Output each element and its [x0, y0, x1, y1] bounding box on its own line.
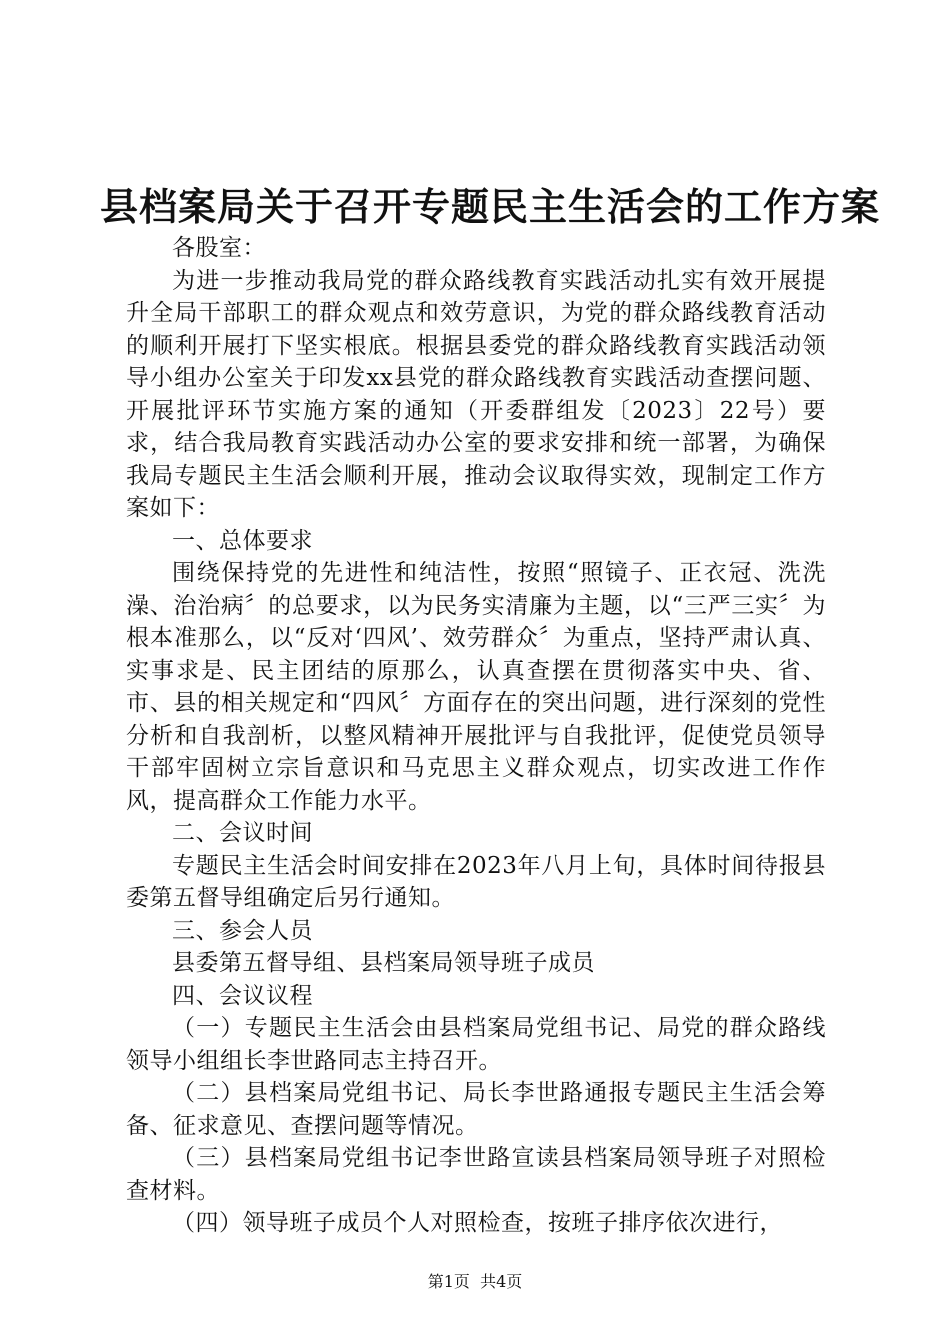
agenda-item-1: （一）专题民主生活会由县档案局党组书记、局党的群众路线领导小组组长李世路同志主持召开。	[126, 1015, 826, 1074]
section-heading-4: 四、会议议程	[172, 982, 313, 1009]
section-heading-2: 二、会议时间	[172, 820, 313, 846]
section-heading-1: 一、总体要求	[172, 527, 313, 554]
intro-paragraph: 为进一步推动我局党的群众路线教育实践活动扎实有效开展提升全局干部职工的群众观点和效劳意识，为党的群众路线教育活动的顺利开展打下坚实根底。根据县委党的群众路线教育实践活动领导小组办公室关于印发xx县党的群众路线教育实践活动查摆问题、开展批评环节实施方案的通知（开委群组发〔2023〕22号）要求，结合我局教育实践活动办公室的要求安排和统一部署，为确保我局专题民主生活会顺利开展，推动会议取得实效，现制定工作方案如下：	[126, 267, 826, 521]
section-2-paragraph: 专题民主生活会时间安排在2023年八月上旬，具体时间待报县委第五督导组确定后另行通知。	[126, 852, 826, 911]
document-title: 县档案局关于召开专题民主生活会的工作方案	[100, 184, 881, 229]
agenda-item-3: （三）县档案局党组书记李世路宣读县档案局领导班子对照检查材料。	[126, 1145, 826, 1204]
agenda-item-2: （二）县档案局党组书记、局长李世路通报专题民主生活会筹备、征求意见、查摆问题等情况。	[126, 1080, 826, 1139]
document-body	[126, 232, 826, 1240]
salutation: 各股室：	[172, 235, 266, 261]
page-footer: 第1页 共4页	[427, 1272, 523, 1291]
section-heading-3: 三、参会人员	[172, 917, 313, 944]
section-1-paragraph: 围绕保持党的先进性和纯洁性，按照“照镜子、正衣冠、洗洗澡、治治病〞的总要求，以为民务实清廉为主题，以“三严三实〞为根本准那么，以“反对‘四风’、效劳群众〞为重点，坚持严肃认真、实事求是、民主团结的原那么，认真查摆在贯彻落实中央、省、市、县的相关规定和“四风〞方面存在的突出问题，进行深刻的党性分析和自我剖析，以整风精神开展批评与自我批评，促使党员领导干部牢固树立宗旨意识和马克思主义群众观点，切实改进工作作风，提高群众工作能力水平。	[126, 560, 826, 814]
section-3-paragraph: 县委第五督导组、县档案局领导班子成员	[172, 950, 595, 976]
agenda-item-4: （四）领导班子成员个人对照检查，按班子排序依次进行，	[172, 1210, 783, 1236]
